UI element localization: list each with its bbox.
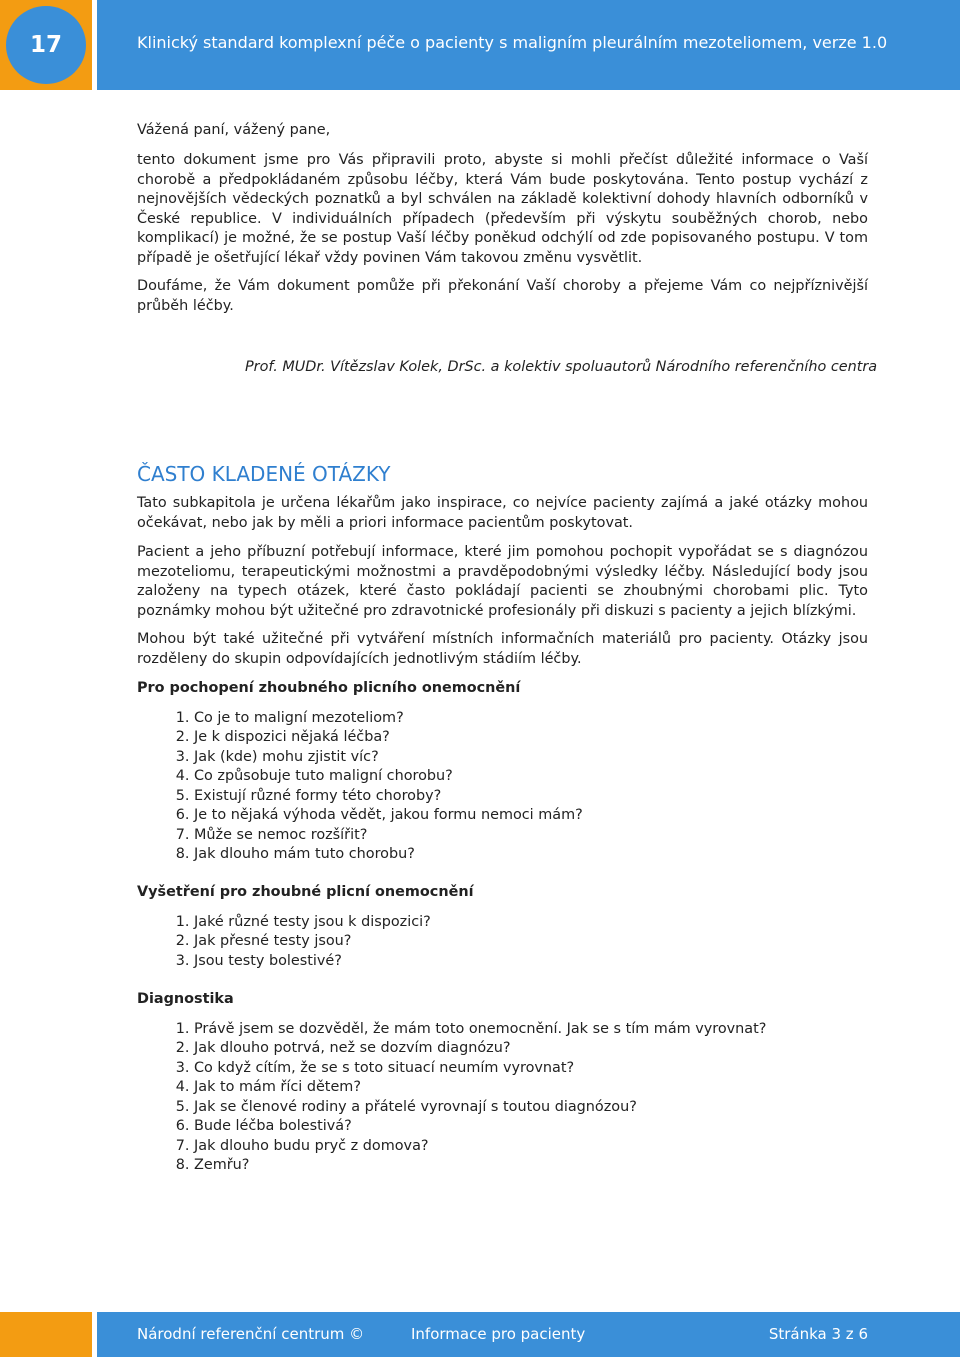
footer-page-number: Stránka 3 z 6 (768, 1325, 868, 1343)
list-item: 1. Právě jsem se dozvěděl, že mám toto onemocnění. Jak se s tím mám vyrovnat? (194, 1020, 868, 1040)
list-item: 3. Jak (kde) mohu zjistit víc? (194, 748, 868, 768)
list-item: 5. Existují různé formy této choroby? (194, 787, 868, 807)
signature: Prof. MUDr. Vítězslav Kolek, DrSc. a kolektiv spoluautorů Národního referenčního centra (245, 359, 878, 375)
list-item: 4. Jak to mám říci dětem? (194, 1078, 868, 1098)
footer-accent (0, 1312, 92, 1357)
list-item: 6. Je to nějaká výhoda vědět, jakou formu nemoci mám? (194, 806, 868, 826)
list-item: 1. Jaké různé testy jsou k dispozici? (194, 913, 868, 933)
question-list (137, 913, 868, 972)
list-item: 7. Může se nemoc rozšířit? (194, 826, 868, 846)
footer-left: Národní referenční centrum © (137, 1325, 365, 1343)
question-list (137, 709, 868, 865)
section-understanding (137, 679, 868, 865)
footer-center: Informace pro pacienty (411, 1325, 586, 1343)
section-title: Vyšetření pro zhoubné plicní onemocnění (137, 884, 474, 900)
faq-paragraph-3-text: Mohou být také užitečné při vytváření místních informačních materiálů pro pacienty. Otázky jsou rozděleny do skupin odpovídajících jednotlivým stádiím léčby. (137, 631, 868, 667)
list-item: 1. Co je to maligní mezoteliom? (194, 709, 868, 729)
intro-paragraph-2 (137, 277, 868, 316)
question-list (137, 1020, 868, 1176)
greeting (137, 121, 868, 141)
list-item: 2. Je k dispozici nějaká léčba? (194, 728, 868, 748)
intro-paragraph-1 (137, 151, 868, 268)
list-item: 2. Jak přesné testy jsou? (194, 932, 868, 952)
list-item: 6. Bude léčba bolestivá? (194, 1117, 868, 1137)
list-item: 8. Jak dlouho mám tuto chorobu? (194, 845, 868, 865)
list-item: 3. Co když cítím, že se s toto situací neumím vyrovnat? (194, 1059, 868, 1079)
greeting-text: Vážená paní, vážený pane, (137, 122, 331, 138)
faq-paragraph-1 (137, 494, 868, 533)
faq-paragraph-2 (137, 543, 868, 621)
list-item: 4. Co způsobuje tuto maligní chorobu? (194, 767, 868, 787)
intro-paragraph-1-text: tento dokument jsme pro Vás připravili proto, abyste si mohli přečíst důležité informace o Vaší chorobě a předpokládaném způsobu léčby, která Vám bude poskytována. Tento postup vychází z nejnovějších vědeckých poznatků a byl schválen na základě kolektivní dohody hlavních odborníků v České republice. V individuálních případech (především při výskytu souběžných chorob, nebo komplikací) je možné, že se postup Vaší léčby poněkud odchýlí od zde popisovaného postupu. V tom případě je ošetřující lékař vždy povinen Vám takovou změnu vysvětlit. (137, 152, 868, 266)
list-item: 3. Jsou testy bolestivé? (194, 952, 868, 972)
faq-paragraph-1-text: Tato subkapitola je určena lékařům jako inspirace, co nejvíce pacienty zajímá a jaké otázky mohou očekávat, nebo jak by měli a priori informace pacientům poskytovat. (137, 495, 868, 531)
page-number-badge: 17 (6, 6, 86, 84)
faq-heading: ČASTO KLADENÉ OTÁZKY (137, 462, 391, 486)
list-item: 8. Zemřu? (194, 1156, 868, 1176)
intro-paragraph-2-text: Doufáme, že Vám dokument pomůže při překonání Vaší choroby a přejeme Vám co nejpříznivější průběh léčby. (137, 278, 868, 314)
list-item: 5. Jak se členové rodiny a přátelé vyrovnají s toutou diagnózou? (194, 1098, 868, 1118)
section-title: Pro pochopení zhoubného plicního onemocnění (137, 680, 521, 696)
section-examination (137, 883, 868, 971)
document-title: Klinický standard komplexní péče o pacienty s maligním pleurálním mezoteliomem, verze 1.0 (137, 33, 888, 52)
list-item: 7. Jak dlouho budu pryč z domova? (194, 1137, 868, 1157)
faq-paragraph-2-text: Pacient a jeho příbuzní potřebují informace, které jim pomohou pochopit vypořádat se s diagnózou mezoteliomu, terapeutickými možnostmi a pravděpodobnými výsledky léčby. Následující body jsou založeny na typech otázek, které často pokládají pacienti se zhoubnými chorobami plic. Tyto poznámky mohou být užitečné pro zdravotnické profesionály při diskuzi s pacienty a jejich blízkými. (137, 544, 868, 619)
section-diagnostics (137, 990, 868, 1176)
faq-paragraph-3 (137, 630, 868, 669)
list-item: 2. Jak dlouho potrvá, než se dozvím diagnózu? (194, 1039, 868, 1059)
section-title: Diagnostika (137, 991, 234, 1007)
